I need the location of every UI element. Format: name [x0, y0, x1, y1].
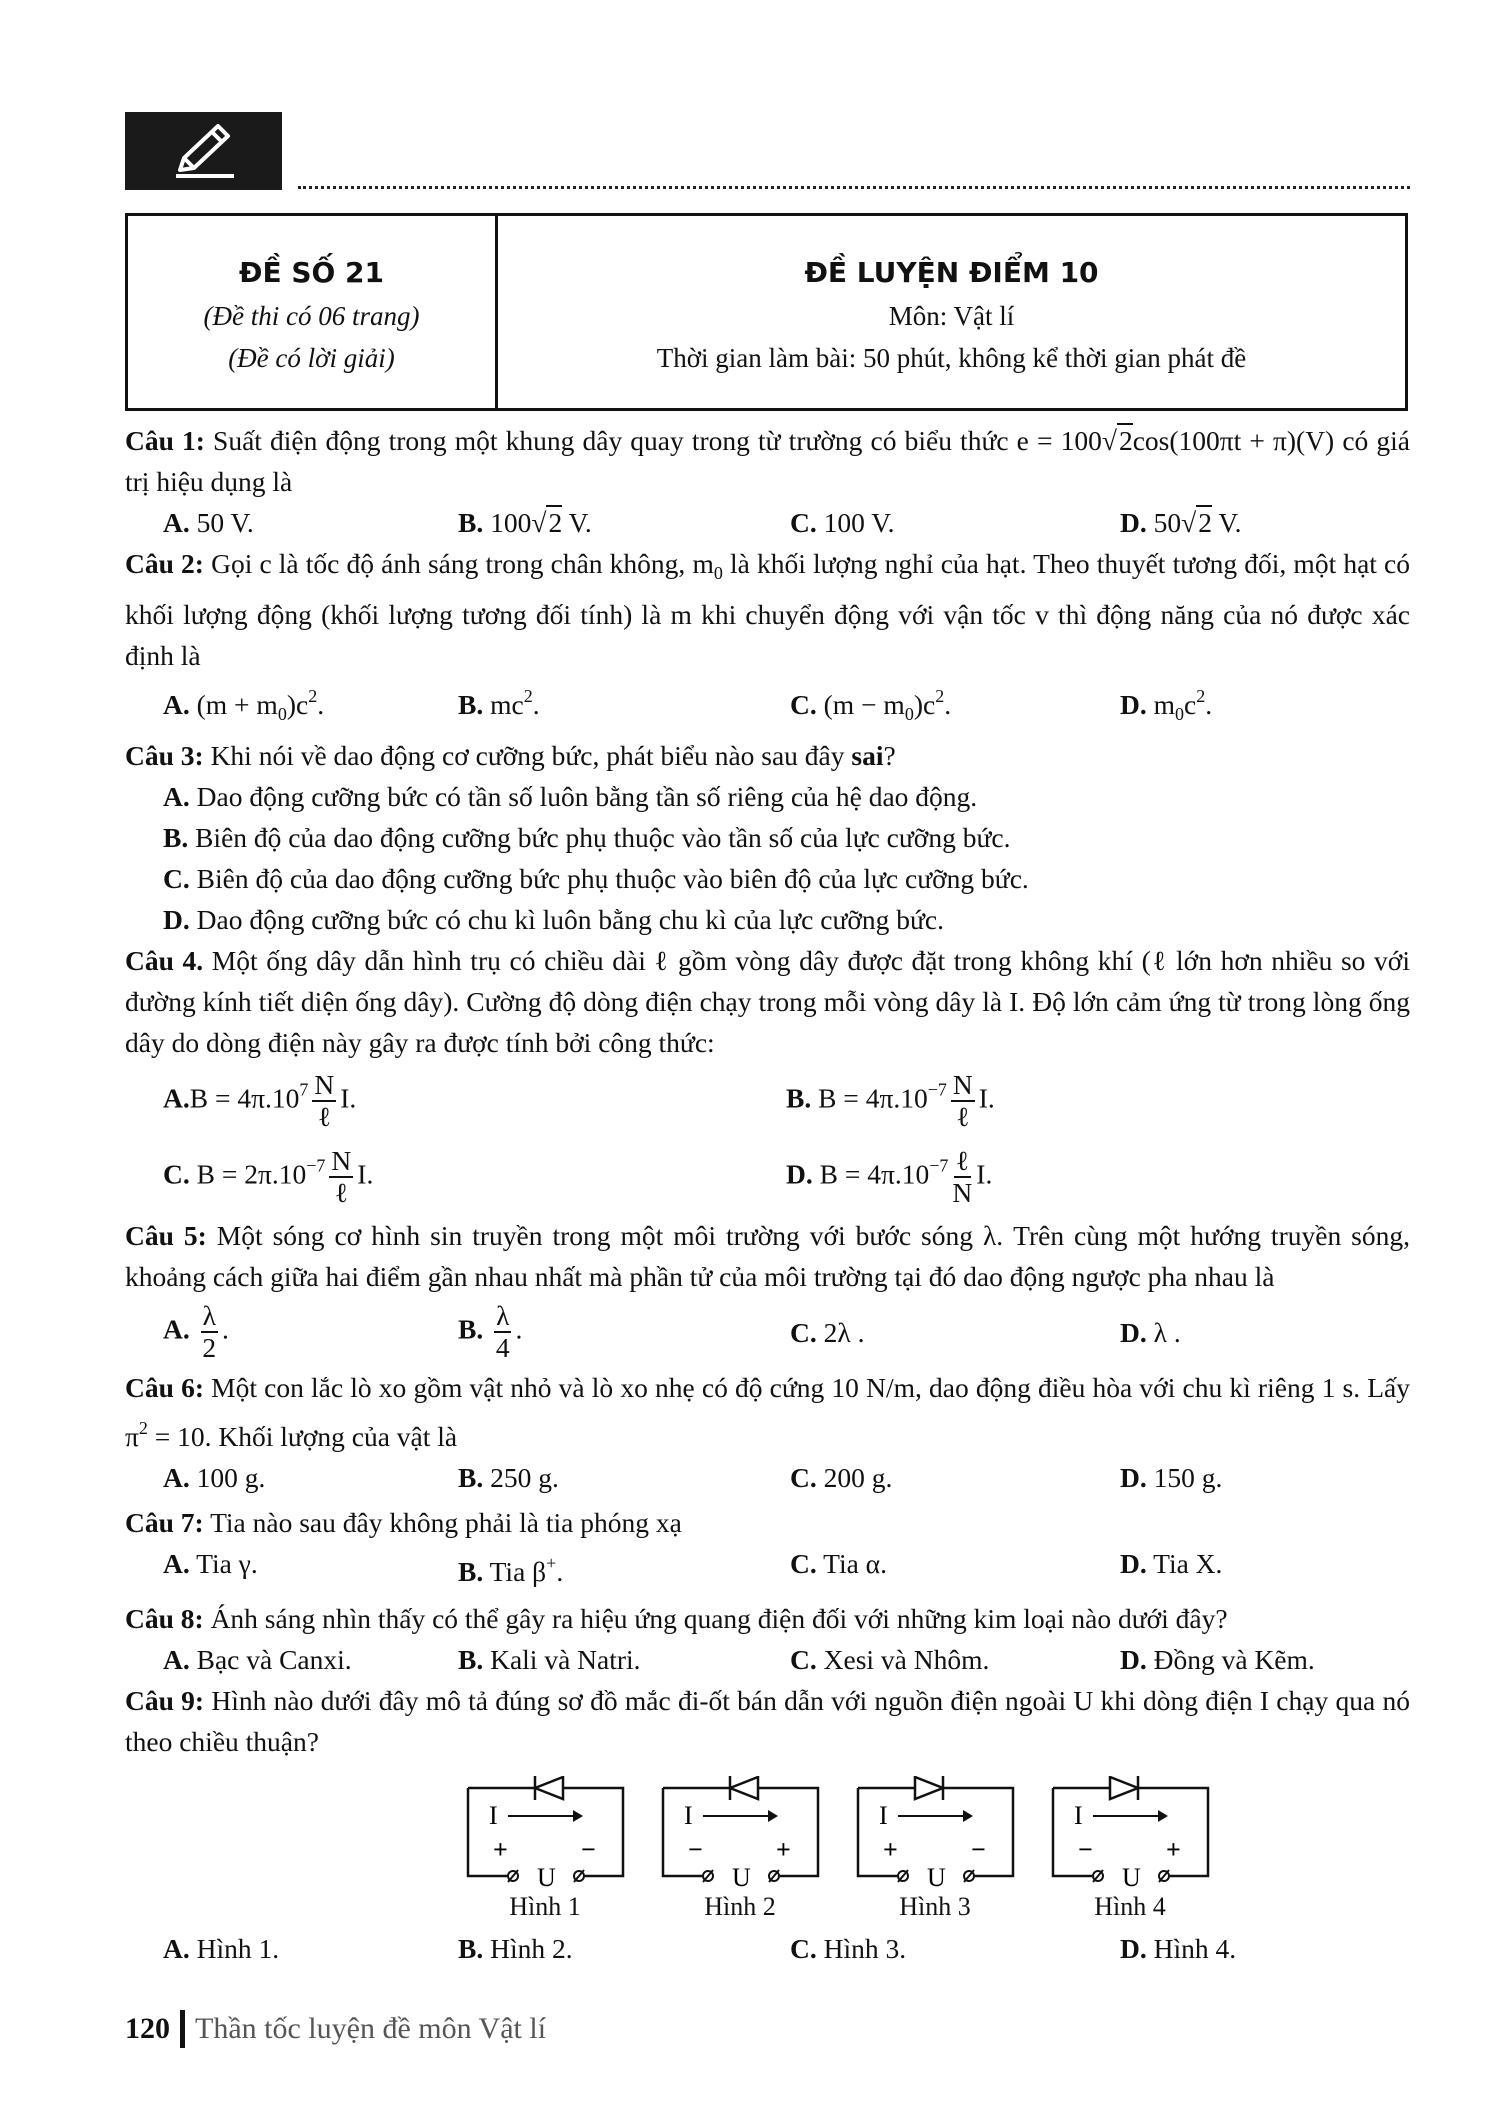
- diode-triangle: [535, 1777, 563, 1799]
- current-label: I: [878, 1801, 888, 1830]
- pencil-badge: [125, 112, 282, 190]
- options-1: [125, 502, 1410, 543]
- option-d[interactable]: D. $m_0c^2$.: [1120, 686, 1213, 724]
- terminal-sign-left: −: [1077, 1835, 1093, 1864]
- option-a[interactable]: A. Tia γ.: [163, 1548, 258, 1579]
- terminal-sign-right: +: [775, 1835, 791, 1864]
- question-label: Câu 3:: [125, 740, 204, 771]
- option-d[interactable]: D. Hình 4.: [1120, 1933, 1237, 1964]
- solution-note: (Đề có lời giải): [228, 343, 395, 373]
- page-footer: [125, 2010, 546, 2048]
- question-text: Một con lắc lò xo gồm vật nhỏ và lò xo nhẹ có độ cứng 10 N/m, dao động điều hòa với chu kì riêng 1 s. Lấy π: [125, 1372, 1411, 1452]
- question-text: Một sóng cơ hình sin truyền trong một môi trường với bước sóng λ. Trên cùng một hướng truyền sóng, khoảng cách giữa hai điểm gần nhau nhất mà phần tử của môi trường tại đó dao động ngược pha nhau là: [125, 1220, 1410, 1292]
- question-label: Câu 2:: [125, 548, 204, 579]
- circuit-label: Hình 2: [704, 1892, 776, 1921]
- voltage-label: U: [536, 1863, 556, 1891]
- circuit-diagram: [1048, 1776, 1213, 1891]
- question-text: Hình nào dưới đây mô tả đúng sơ đồ mắc đi-ốt bán dẫn với nguồn điện ngoài U khi dòng điện I chạy qua nó theo chiều thuận?: [125, 1685, 1410, 1757]
- page-count-note: (Đề thi có 06 trang): [203, 301, 420, 331]
- exam-title: ĐỀ LUYỆN ĐIỂM 10: [804, 256, 1099, 289]
- option-c[interactable]: C. $B = 2\pi.10^{-7}$ $\frac{N}{\text{ℓ}}$ I.: [163, 1145, 374, 1208]
- header-dotted-line: [298, 186, 1410, 189]
- question-text: Một ống dây dẫn hình trụ có chiều dài ℓ gồm vòng dây được đặt trong không khí (ℓ lớn hơn nhiều so với đường kính tiết diện ống dây). Cường độ dòng điện chạy trong mỗi vòng dây là I. Độ lớn cảm ứng từ trong lòng ống dây do dòng điện này gây ra được tính bởi công thức:: [125, 945, 1410, 1058]
- option-a[interactable]: A. Hình 1.: [163, 1933, 280, 1964]
- option-b[interactable]: B. Hình 2.: [458, 1933, 573, 1964]
- options-9: [125, 1928, 1410, 1969]
- options-6: [125, 1457, 1410, 1498]
- exam-header-left: [128, 216, 498, 408]
- question-label: Câu 8:: [125, 1603, 204, 1634]
- options-4-row-2: [125, 1139, 1410, 1215]
- exam-number: ĐỀ SỐ 21: [238, 256, 385, 289]
- circuit-diagram: [463, 1776, 628, 1891]
- diode-circuits: [125, 1776, 1410, 1922]
- current-arrowhead: [1158, 1810, 1168, 1822]
- question-1: Câu 1: Suất điện động trong một khung dây quay trong từ trường có biểu thức e = 100√2cos(100πt + π)(V) có giá trị hiệu dụng là: [125, 425, 1410, 497]
- circuit-figure-2: [658, 1776, 823, 1922]
- options-5: [125, 1297, 1410, 1367]
- option-d[interactable]: D. Tia X.: [1120, 1548, 1223, 1579]
- current-arrowhead: [768, 1810, 778, 1822]
- option-d[interactable]: D. Đồng và Kẽm.: [1120, 1644, 1315, 1675]
- page-number: 120: [125, 2012, 170, 2045]
- option-c[interactable]: C. Xesi và Nhôm.: [790, 1644, 990, 1675]
- terminal-sign-left: −: [687, 1835, 703, 1864]
- question-5: [125, 1215, 1410, 1297]
- current-label: I: [1073, 1801, 1083, 1830]
- question-6: Câu 6: Một con lắc lò xo gồm vật nhỏ và lò xo nhẹ có độ cứng 10 N/m, dao động điều hòa với chu kì riêng 1 s. Lấy $\pi^2 = 10$. Khối lượng của vật là: [125, 1372, 1411, 1452]
- question-label: Câu 1:: [125, 425, 205, 456]
- terminal-sign-left: +: [882, 1835, 898, 1864]
- question-8: [125, 1598, 1410, 1639]
- diode-bar: [1138, 1776, 1148, 1800]
- option-d[interactable]: D. $B = 4\pi.10^{-7}$ $\frac{\text{ℓ}}{N}$ I.: [786, 1145, 993, 1208]
- option-b[interactable]: B. Biên độ của dao động cưỡng bức phụ thuộc vào tần số của lực cưỡng bức.: [163, 822, 1011, 853]
- options-7: [125, 1543, 1410, 1592]
- option-b[interactable]: B. $B = 4\pi.10^{-7}$ $\frac{N}{\text{ℓ}}$ I.: [786, 1069, 995, 1132]
- question-3: Câu 3: Khi nói về dao động cơ cưỡng bức, phát biểu nào sau đây sai?: [125, 740, 896, 771]
- option-a[interactable]: A. $\frac{\lambda}{2}$ .: [163, 1300, 229, 1363]
- option-b[interactable]: B. 100√2 V.: [458, 507, 592, 538]
- option-d[interactable]: D. λ .: [1120, 1316, 1181, 1348]
- options-4-row-1: [125, 1063, 1410, 1139]
- option-b[interactable]: B. $mc^2$.: [458, 686, 540, 720]
- diode-triangle: [1110, 1777, 1138, 1799]
- terminal-sign-left: +: [492, 1835, 508, 1864]
- option-d[interactable]: D. 150 g.: [1120, 1462, 1223, 1493]
- option-c[interactable]: C. 100 V.: [790, 507, 895, 538]
- option-a[interactable]: A. $(m + m_0)c^2$.: [163, 686, 325, 724]
- current-label: I: [488, 1801, 498, 1830]
- circuit-figure-4: [1048, 1776, 1213, 1922]
- terminal-sign-right: −: [580, 1835, 596, 1864]
- question-label: Câu 4.: [125, 945, 204, 976]
- option-a[interactable]: $A.B = 4\pi.10^7$ $\frac{N}{\text{ℓ}}$ I.: [163, 1069, 357, 1132]
- circuit-figure-1: [463, 1776, 628, 1922]
- option-a[interactable]: A. Bạc và Canxi.: [163, 1644, 352, 1675]
- option-a[interactable]: A. 50 V.: [163, 507, 254, 538]
- question-text: Ánh sáng nhìn thấy có thể gây ra hiệu ứng quang điện đối với những kim loại nào dưới đây?: [203, 1603, 1228, 1634]
- option-c[interactable]: C. Tia α.: [790, 1548, 887, 1579]
- question-4: [125, 940, 1410, 1063]
- question-label: Câu 7:: [125, 1507, 204, 1538]
- diode-bar: [525, 1776, 535, 1800]
- voltage-label: U: [1121, 1863, 1141, 1891]
- sqrt: 2: [1118, 425, 1133, 456]
- circuit-diagram: [853, 1776, 1018, 1891]
- question-2: Câu 2: Gọi c là tốc độ ánh sáng trong chân không, $m_0$ là khối lượng nghỉ của hạt. Theo thuyết tương đối, một hạt có khối lượng động (khối lượng tương đối tính) là m khi chuyển động với vận tốc v thì động năng của nó được xác định là: [125, 548, 1411, 671]
- current-arrowhead: [963, 1810, 973, 1822]
- pencil-icon: [170, 120, 240, 182]
- question-9: [125, 1680, 1410, 1762]
- options-8: [125, 1639, 1410, 1680]
- question-label: Câu 9:: [125, 1685, 205, 1716]
- diode-bar: [720, 1776, 730, 1800]
- question-label: Câu 6:: [125, 1372, 204, 1403]
- questions: [125, 420, 1410, 1969]
- option-b[interactable]: B. 250 g.: [458, 1462, 559, 1493]
- question-text: là khối lượng nghỉ của hạt. Theo thuyết tương đối, một hạt có khối lượng động (khối lượng tương đối tính) là m khi chuyển động với vận tốc v thì động năng của nó được xác định là: [125, 548, 1411, 671]
- circuit-label: Hình 3: [899, 1892, 971, 1921]
- voltage-label: U: [731, 1863, 751, 1891]
- current-arrowhead: [573, 1810, 583, 1822]
- option-a[interactable]: A. Dao động cưỡng bức có tần số luôn bằng tần số riêng của hệ dao động.: [163, 781, 978, 812]
- question-text: Gọi c là tốc độ ánh sáng trong chân không, m: [203, 548, 714, 579]
- option-b[interactable]: B. Kali và Natri.: [458, 1644, 641, 1675]
- terminal-sign-right: −: [970, 1835, 986, 1864]
- circuit-figure-3: [853, 1776, 1018, 1922]
- exam-time: Thời gian làm bài: 50 phút, không kể thời gian phát đề: [656, 343, 1247, 373]
- question-label: Câu 5:: [125, 1220, 207, 1251]
- question-text: Khi nói về dao động cơ cưỡng bức, phát biểu nào sau đây: [203, 740, 852, 771]
- current-label: I: [683, 1801, 693, 1830]
- option-b[interactable]: B. Tia β+.: [458, 1553, 564, 1587]
- option-d[interactable]: D. Dao động cưỡng bức có chu kì luôn bằng chu kì của lực cưỡng bức.: [163, 904, 944, 935]
- option-c[interactable]: C. 200 g.: [790, 1462, 893, 1493]
- book-title: Thần tốc luyện đề môn Vật lí: [195, 2012, 547, 2045]
- exam-header: [125, 213, 1408, 411]
- diode-triangle: [915, 1777, 943, 1799]
- option-d[interactable]: D. 50√2 V.: [1120, 507, 1242, 538]
- diode-bar: [943, 1776, 953, 1800]
- option-c[interactable]: C. 2λ .: [790, 1316, 865, 1348]
- question-text: cos(100πt + π)(V) có giá trị hiệu dụng là: [125, 425, 1410, 497]
- options-2: [125, 676, 1410, 735]
- option-c[interactable]: C. $(m - m_0)c^2$.: [790, 686, 952, 724]
- option-c[interactable]: C. Hình 3.: [790, 1933, 907, 1964]
- question-text: = 10. Khối lượng của vật là: [147, 1421, 458, 1452]
- circuit-label: Hình 4: [1094, 1892, 1166, 1921]
- emphasis: sai: [851, 740, 884, 771]
- diode-triangle: [730, 1777, 758, 1799]
- exam-header-right: [498, 216, 1405, 408]
- question-7: [125, 1502, 1410, 1543]
- option-c[interactable]: C. Biên độ của dao động cưỡng bức phụ thuộc vào biên độ của lực cưỡng bức.: [163, 863, 1029, 894]
- question-text: Tia nào sau đây không phải là tia phóng xạ: [203, 1507, 682, 1538]
- circuit-label: Hình 1: [509, 1892, 581, 1921]
- footer-divider: [180, 2010, 185, 2048]
- terminal-sign-right: +: [1165, 1835, 1181, 1864]
- question-text: Suất điện động trong một khung dây quay trong từ trường có biểu thức e = 100: [204, 425, 1102, 456]
- option-b[interactable]: B. $\frac{\lambda}{4}$ .: [458, 1300, 523, 1363]
- voltage-label: U: [926, 1863, 946, 1891]
- option-a[interactable]: A. 100 g.: [163, 1462, 266, 1493]
- circuit-diagram: [658, 1776, 823, 1891]
- exam-subject: Môn: Vật lí: [888, 301, 1015, 331]
